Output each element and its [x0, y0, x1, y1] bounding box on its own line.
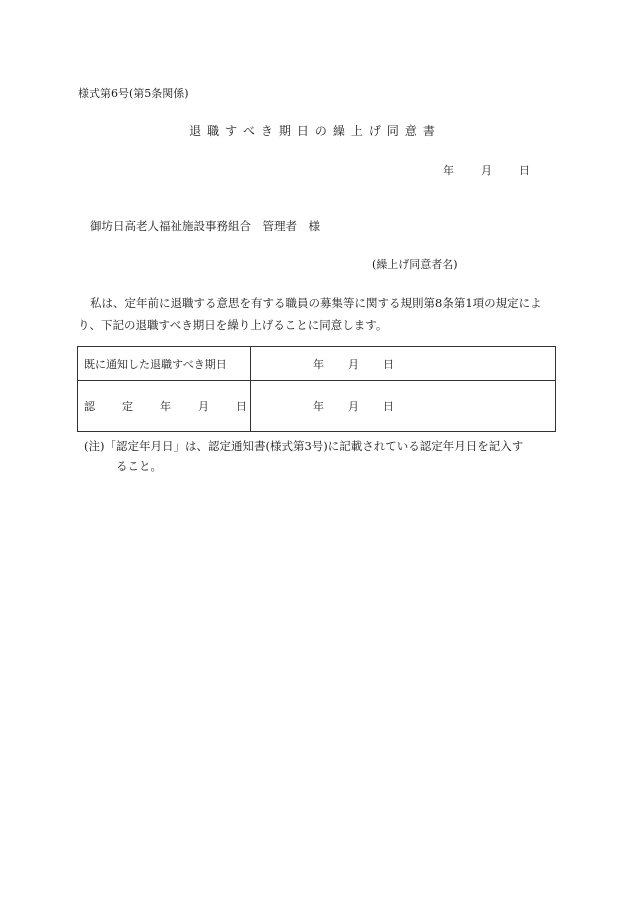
day-label: 日	[383, 400, 394, 413]
date-day-label: 日	[519, 164, 530, 177]
footnote	[84, 436, 564, 476]
addressee: 御坊日高老人福祉施設事務組合 管理者 様	[90, 219, 320, 233]
date-table	[77, 346, 556, 432]
label-char: 認	[84, 400, 95, 413]
certified-date-label	[78, 381, 251, 432]
notified-date-value	[251, 347, 556, 381]
table-row	[78, 347, 556, 381]
date-line	[443, 162, 530, 178]
month-label: 月	[348, 400, 359, 413]
date-year-label: 年	[443, 164, 454, 177]
notified-date-label: 既に通知した退職すべき期日	[78, 347, 251, 381]
year-label: 年	[313, 357, 324, 371]
signer-label: (繰上げ同意者名)	[372, 258, 458, 271]
footnote-line-1: (注)「認定年月日」は、認定通知書(様式第3号)に記載されている認定年月日を記入す	[84, 439, 524, 453]
date-month-label: 月	[481, 164, 492, 177]
label-char: 月	[198, 400, 209, 413]
month-label: 月	[348, 357, 359, 371]
day-label: 日	[383, 357, 394, 371]
footnote-line-2: ること。	[116, 459, 162, 473]
consent-body-text: 私は、定年前に退職する意思を有する職員の募集等に関する規則第8条第1項の規定により、下記の退職すべき期日を繰り上げることに同意します。	[78, 296, 542, 332]
label-char: 年	[160, 400, 171, 413]
year-label: 年	[313, 400, 324, 413]
label-char: 定	[122, 400, 133, 413]
consent-body	[78, 292, 558, 336]
label-char: 日	[236, 400, 247, 413]
certified-date-value	[251, 381, 556, 432]
document-title: 退職すべき期日の繰上げ同意書	[189, 124, 441, 138]
table-row	[78, 381, 556, 432]
form-number: 様式第6号(第5条関係)	[78, 87, 189, 100]
